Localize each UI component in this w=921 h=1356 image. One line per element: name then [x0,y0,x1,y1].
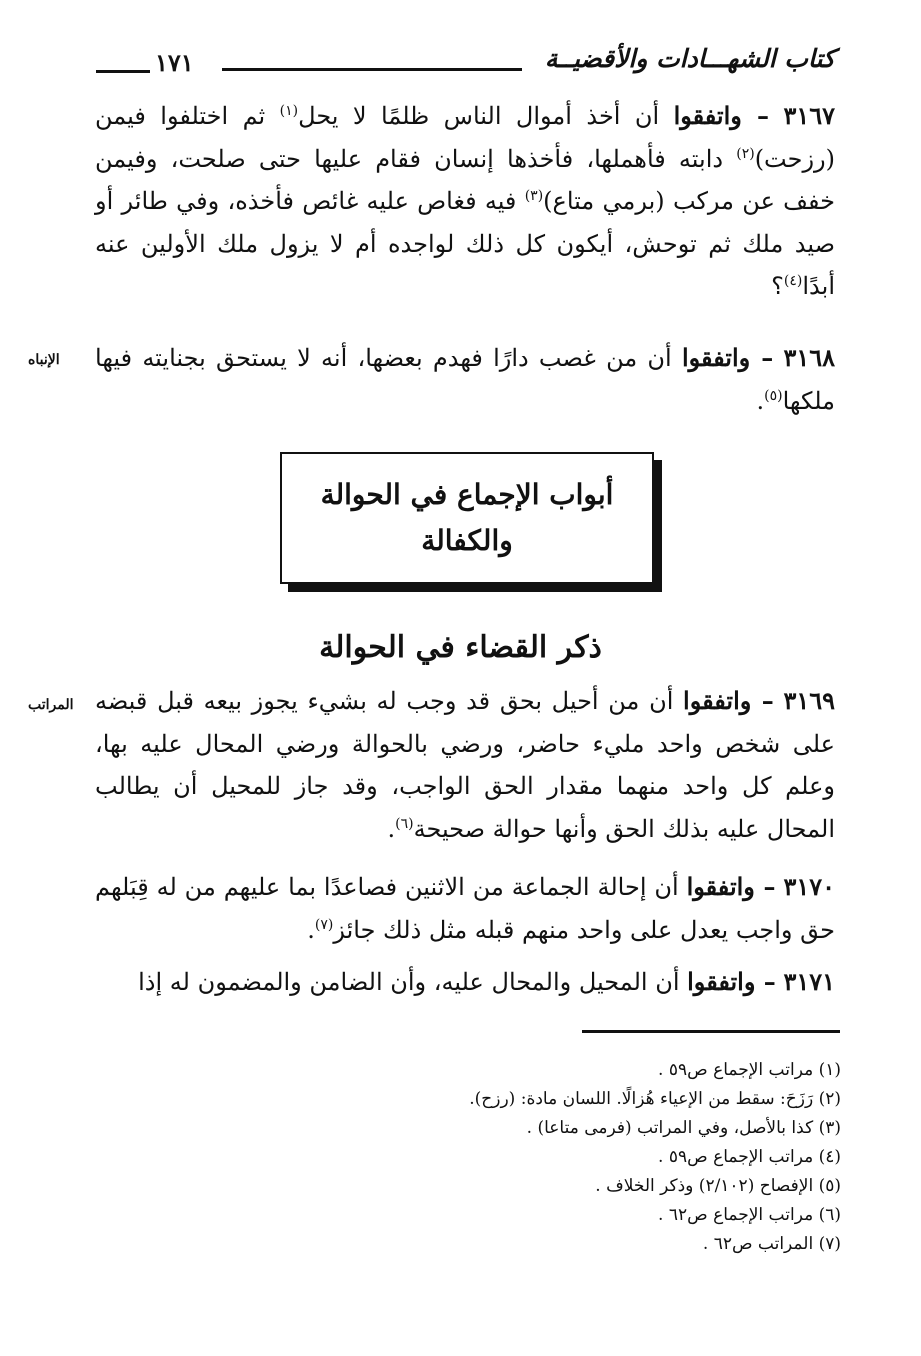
paragraph-lead: واتفقوا [687,967,756,996]
paragraph-text: فيه فغاص عليه غائص فأخذه، وفي طائر أو صيد ملك ثم توحش، أيكون كل ذلك لواجده أم لا يزول ملك الأولين عنه أبدًا [95,187,835,300]
paragraph-3169: ٣١٦٩ – واتفقوا أن من أحيل بحق قد وجب له بشيء يجوز بيعه قبل قبضه على شخص واحد مليء حاضر، ورضي بالحوالة ورضي المحال عليه بها، وعلم كل واحد منهما مقدار الحق الواجب، وقد جاز للمحيل أن يطالب المحال عليه بذلك الحق وأنها حوالة صحيحة$^{(٦)}$. [95,686,835,843]
footnote-ref[interactable]: (٧) [314,916,334,933]
footnote-ref[interactable]: (٥) [764,387,783,404]
paragraph-text: أن المحيل والمحال عليه، وأن الضامن والمضمون له إذا [138,968,688,996]
footnote-item: (٧) المراتب ص٦٢ . [702,1234,841,1254]
paragraph-3171: ٣١٧١ – واتفقوا أن المحيل والمحال عليه، وأن الضامن والمضمون له إذا [138,967,835,996]
section-title-line: أبواب الإجماع في الحوالة [320,478,614,511]
page-number: ١٧١ [155,48,194,77]
paragraph-lead: واتفقوا [686,872,755,901]
footnote-ref[interactable]: (٤) [783,273,803,289]
footnote-separator [582,1030,840,1033]
footnotes [81,1056,841,1259]
paragraph-number: ٣١٧١ [783,967,835,996]
paragraph-text: . [756,386,765,415]
paragraph-3167: ٣١٦٧ – واتفقوا أن أخذ أموال الناس ظلمًا لا يحل$^{(١)}$ ثم اختلفوا فيمن (رزحت)$^{(٢)}$ دابته فأهملها، فأخذها إنسان فقام عليها حتى صلحت، وفيمن خفف عن مركب (برمي متاع)$^{(٣)}$ فيه فغاص عليه غائص فأخذه، وفي طائر أو صيد ملك ثم توحش، أيكون كل ذلك لواجده أم لا يزول ملك الأولين عنه أبدًا$^{(٤)}$؟ [95,101,836,300]
footnote-ref[interactable]: (٦) [395,815,414,832]
header-rule [222,68,522,71]
paragraph-text: أن من غصب دارًا فهدم بعضها، أنه لا يستحق بجنايته فيها ملكها [95,344,835,415]
paragraph-number: ٣١٦٩ [783,686,835,715]
paragraph-3168: ٣١٦٨ – واتفقوا أن من غصب دارًا فهدم بعضها، أنه لا يستحق بجنايته فيها ملكها$^{(٥)}$. [95,343,835,415]
header-rule-left [96,70,150,73]
paragraph-lead: واتفقوا [683,686,752,715]
margin-source-note: الإنباه [28,352,60,368]
footnote-ref[interactable]: (٣) [524,188,544,204]
paragraph-lead: واتفقوا [681,343,751,372]
paragraph-text: ثم اختلفوا فيمن (رزحت) [95,102,835,173]
paragraph-number: ٣١٧٠ [783,872,835,901]
paragraph-3170: ٣١٧٠ – واتفقوا أن إحالة الجماعة من الاثنين فصاعدًا بما عليهم من له قِبَلهم حق واجب يعدل على واحد منهم قبله مثل ذلك جائز$^{(٧)}$. [95,872,835,944]
footnote-item: (٢) رَزَحَ: سقط من الإعياء هُزالًا. اللسان مادة: (رزح). [469,1089,841,1109]
footnote-item: (٣) كذا بالأصل، وفي المراتب (فرمى متاعا) . [526,1118,841,1138]
margin-source-note: المراتب [28,697,74,713]
paragraph-text: أن من أحيل بحق قد وجب له بشيء يجوز بيعه قبل قبضه على شخص واحد مليء حاضر، ورضي بالحوالة ورضي المحال عليه بها، وعلم كل واحد منهما مقدار الحق الواجب، وقد جاز للمحيل أن يطالب المحال عليه بذلك الحق وأنها حوالة صحيحة [95,687,835,843]
footnote-item: (٥) الإفصاح (٢/١٠٢) وذكر الخلاف . [595,1176,841,1196]
subsection-heading: ذكر القضاء في الحوالة [319,630,602,665]
paragraph-text: دابته فأهملها، فأخذها إنسان فقام عليها حتى صلحت، وفيمن خفف عن مركب (برمي متاع) [95,144,835,215]
footnote-item: (٦) مراتب الإجماع ص٦٢ . [658,1205,841,1225]
paragraph-text: ؟ [771,272,784,300]
paragraph-text: أن إحالة الجماعة من الاثنين فصاعدًا بما عليهم من له قِبَلهم حق واجب يعدل على واحد منهم قبله مثل ذلك جائز [95,873,835,944]
footnote-ref[interactable]: (٢) [736,145,755,162]
paragraph-text: . [307,915,315,944]
paragraph-text: . [387,814,396,843]
paragraph-lead: واتفقوا [673,101,742,130]
section-title-box [280,452,654,584]
footnote-ref[interactable]: (١) [279,103,299,119]
footnote-item: (٤) مراتب الإجماع ص٥٩ . [658,1147,841,1167]
footnote-item: (١) مراتب الإجماع ص٥٩ . [658,1060,841,1080]
paragraph-number: ٣١٦٨ [783,343,835,372]
running-header-title: كتاب الشهـــادات والأقضيــة [544,44,835,73]
section-title-line: والكفالة [421,524,513,557]
paragraph-number: ٣١٦٧ [783,101,836,130]
paragraph-text: أن أخذ أموال الناس ظلمًا لا يحل [298,102,674,130]
